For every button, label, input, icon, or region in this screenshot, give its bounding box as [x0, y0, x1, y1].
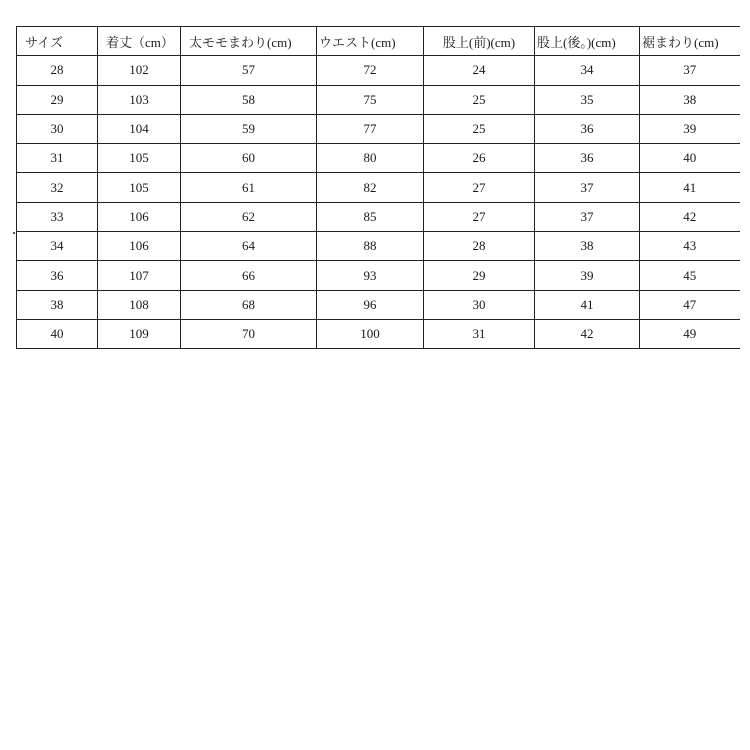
cell-waist: 85 — [317, 202, 424, 231]
cell-front-rise: 30 — [424, 290, 535, 319]
cell-back-rise: 37 — [535, 173, 640, 202]
cell-size: 32 — [17, 173, 98, 202]
table-row — [17, 85, 740, 114]
header-front-rise: 股上(前)(cm) — [424, 27, 535, 56]
cell-waist: 77 — [317, 114, 424, 143]
cell-size: 33 — [17, 202, 98, 231]
cell-front-rise: 31 — [424, 319, 535, 348]
cell-back-rise: 35 — [535, 85, 640, 114]
cell-thigh: 60 — [181, 144, 317, 173]
cell-length: 106 — [98, 202, 181, 231]
cell-hem: 40 — [640, 144, 740, 173]
cell-size: 31 — [17, 144, 98, 173]
cell-size: 40 — [17, 319, 98, 348]
cell-length: 106 — [98, 232, 181, 261]
cell-waist: 80 — [317, 144, 424, 173]
cell-hem: 49 — [640, 319, 740, 348]
cell-back-rise: 37 — [535, 202, 640, 231]
cell-size: 38 — [17, 290, 98, 319]
cell-length: 102 — [98, 56, 181, 85]
cell-thigh: 62 — [181, 202, 317, 231]
cell-back-rise: 36 — [535, 144, 640, 173]
cell-length: 105 — [98, 173, 181, 202]
header-row — [17, 27, 740, 56]
cell-front-rise: 27 — [424, 202, 535, 231]
cell-back-rise: 41 — [535, 290, 640, 319]
header-thigh: 太モモまわり(cm) — [181, 27, 317, 56]
cell-size: 34 — [17, 232, 98, 261]
cell-size: 36 — [17, 261, 98, 290]
table-row — [17, 261, 740, 290]
cell-size: 30 — [17, 114, 98, 143]
cell-thigh: 57 — [181, 56, 317, 85]
cell-back-rise: 36 — [535, 114, 640, 143]
table-row — [17, 114, 740, 143]
cell-length: 104 — [98, 114, 181, 143]
cell-waist: 75 — [317, 85, 424, 114]
header-length: 着丈（cm） — [98, 27, 181, 56]
cell-size: 28 — [17, 56, 98, 85]
cell-length: 105 — [98, 144, 181, 173]
cell-thigh: 64 — [181, 232, 317, 261]
header-hem: 裾まわり(cm) — [640, 27, 740, 56]
cell-waist: 72 — [317, 56, 424, 85]
cell-thigh: 66 — [181, 261, 317, 290]
cell-hem: 45 — [640, 261, 740, 290]
cell-front-rise: 29 — [424, 261, 535, 290]
cell-back-rise: 42 — [535, 319, 640, 348]
cell-back-rise: 34 — [535, 56, 640, 85]
cell-hem: 41 — [640, 173, 740, 202]
cell-thigh: 61 — [181, 173, 317, 202]
stray-mark — [13, 232, 15, 234]
header-back-rise: 股上(後。)(cm) — [535, 27, 640, 56]
table-row — [17, 144, 740, 173]
cell-waist: 93 — [317, 261, 424, 290]
cell-hem: 38 — [640, 85, 740, 114]
cell-thigh: 59 — [181, 114, 317, 143]
cell-front-rise: 26 — [424, 144, 535, 173]
cell-length: 107 — [98, 261, 181, 290]
cell-hem: 47 — [640, 290, 740, 319]
size-chart-table — [16, 26, 740, 349]
cell-front-rise: 24 — [424, 56, 535, 85]
cell-thigh: 58 — [181, 85, 317, 114]
cell-waist: 100 — [317, 319, 424, 348]
table-row — [17, 56, 740, 85]
cell-hem: 37 — [640, 56, 740, 85]
header-waist: ウエスト(cm) — [317, 27, 424, 56]
table-row — [17, 173, 740, 202]
cell-length: 103 — [98, 85, 181, 114]
cell-waist: 82 — [317, 173, 424, 202]
cell-waist: 88 — [317, 232, 424, 261]
cell-length: 109 — [98, 319, 181, 348]
cell-hem: 39 — [640, 114, 740, 143]
cell-front-rise: 28 — [424, 232, 535, 261]
cell-waist: 96 — [317, 290, 424, 319]
table-row — [17, 290, 740, 319]
cell-front-rise: 27 — [424, 173, 535, 202]
cell-hem: 42 — [640, 202, 740, 231]
cell-front-rise: 25 — [424, 114, 535, 143]
cell-length: 108 — [98, 290, 181, 319]
cell-front-rise: 25 — [424, 85, 535, 114]
header-size: サイズ — [17, 27, 98, 56]
cell-thigh: 68 — [181, 290, 317, 319]
table-row — [17, 232, 740, 261]
cell-back-rise: 38 — [535, 232, 640, 261]
cell-thigh: 70 — [181, 319, 317, 348]
table-row — [17, 319, 740, 348]
cell-hem: 43 — [640, 232, 740, 261]
cell-size: 29 — [17, 85, 98, 114]
cell-back-rise: 39 — [535, 261, 640, 290]
table-row — [17, 202, 740, 231]
